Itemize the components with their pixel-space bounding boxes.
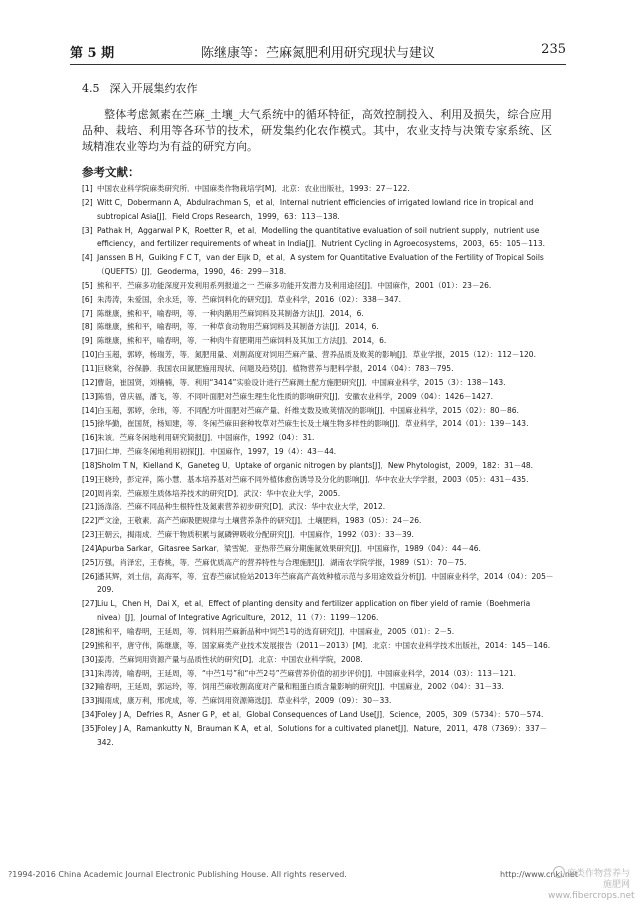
reference-text: 曹诣，崔国贤，刘楠楠，等．利用“3414”实验设计进行苎麻测土配方施肥研究[J]．中国麻业科学，2015（3）：138－143.	[97, 377, 506, 387]
reference-text: Liu L，Chen H，Dai X，et al．Effect of planting density and fertilizer application on fiber yield of ramie（Boehmeria nivea）[J]．Journal of Integrative Agriculture，2012，11（7）：1199－1206.	[97, 599, 531, 623]
reference-item	[82, 473, 554, 487]
reference-item	[82, 196, 554, 224]
reference-item	[82, 708, 554, 722]
reference-text: 万强，肖泽宏，王春桃，等．苎麻优质高产的营养特性与合理施肥[J]．湖南农学院学报，1989（S1）：70－75.	[97, 557, 467, 567]
reference-item	[82, 653, 554, 667]
reference-text: 熊和平，唐守伟，陈继康，等．国家麻类产业技术发展报告（2011－2013）[M]．北京：中国农业科学技术出版社，2014：145－146.	[97, 640, 551, 650]
reference-text: Foley J A，Defries R，Asner G P，et al．Global Consequences of Land Use[J]．Science，2005，309（5734）：570－574.	[97, 710, 544, 720]
reference-text: 潘其辉，刘土信，高海军，等．宜春苎麻试验站2013年苎麻高产高效种植示范与多用途效益分析[J]．中国麻业科学，2014（04）：205－209.	[97, 571, 554, 595]
reference-number: [2]	[82, 197, 93, 207]
reference-number: [17]	[82, 447, 98, 457]
reference-item	[82, 597, 554, 625]
reference-number: [6]	[82, 294, 93, 304]
reference-number: [34]	[82, 710, 98, 720]
reference-text: 徐华勤，崔国贤，杨知建，等．冬闲苎麻田套种牧草对苎麻生长及土壤生物多样性的影响[J]．草业科学，2014（01）：139－143.	[97, 419, 529, 429]
reference-text: 陈继康，熊和平，喻春明，等．一种肉牛育肥期用苎麻饲料及其加工方法[J]．2014，6.	[97, 336, 387, 346]
watermark-logo-icon	[553, 866, 565, 878]
reference-number: [4]	[82, 253, 93, 263]
reference-number: [27]	[82, 599, 98, 609]
reference-item	[82, 320, 554, 334]
reference-item	[82, 625, 554, 639]
reference-item	[82, 376, 554, 390]
reference-text: 王朝云，揭雨成．苎麻干物质积累与氮磷钾吸收分配研究[J]．中国麻作，1992（03）：33－39.	[97, 530, 414, 540]
reference-item	[82, 680, 554, 694]
section-title: 深入开展集约农作	[109, 82, 198, 95]
reference-text: 巨晓棠，谷保静．我国农田氮肥施用现状、问题及趋势[J]．植物营养与肥料学报，2014（04）：783－795.	[97, 363, 454, 373]
issue-label: 第 5 期	[70, 46, 115, 61]
running-title: 陈继康等：苎麻氮肥利用研究现状与建议	[200, 46, 435, 61]
reference-number: [11]	[82, 363, 98, 373]
reference-number: [13]	[82, 391, 98, 401]
reference-text: 朱涛涛，喻春明，王延周，等．“中苎1号”和“中苎2号”苎麻营养价值的初步评价[J]．中国麻业科学，2014（03）：113－121.	[97, 668, 517, 678]
reference-number: [21]	[82, 502, 98, 512]
running-header	[70, 42, 566, 62]
reference-item	[82, 694, 554, 708]
copyright-notice: ?1994-2016 China Academic Journal Electronic Publishing House. All rights reserved.	[8, 870, 347, 879]
reference-text: 白玉超，郭婷，余玮，等．不同配方叶面肥对苎麻产量、纤维支数及败荚情况的影响[J]．中国麻业科学，2015（02）：80－86.	[97, 405, 519, 415]
reference-text: 中国农业科学院麻类研究所．中国麻类作物栽培学[M]．北京：农业出版社，1993：27－122.	[97, 184, 410, 193]
reference-item	[82, 459, 554, 473]
reference-item	[82, 528, 554, 542]
reference-item	[82, 722, 554, 750]
page-number: 235	[541, 42, 566, 57]
references-heading: 参考文献：	[82, 165, 140, 179]
reference-text: 陈继康，熊和平，喻春明，等．一种草食动物用苎麻饲料及其制备方法[J]．2014，6.	[97, 322, 379, 332]
reference-text: 白玉超，郭婷，杨瑞芳，等．氮肥用量、刈割高度对饲用苎麻产量、营养品质及败荚的影响[J]．草业学报，2015（12）：112－120.	[97, 350, 536, 360]
reference-number: [19]	[82, 474, 98, 484]
reference-number: [33]	[82, 696, 98, 706]
reference-text: 田仁坤．苎麻冬闲地利用初探[J]．中国麻作，1997，19（4）：43－44.	[97, 447, 337, 457]
reference-number: [29]	[82, 640, 98, 650]
reference-item	[82, 362, 554, 376]
reference-text: Foley J A，Ramankutty N，Brauman K A，et al．Solutions for a cultivated planet[J]．Nature，2011，478（7369）：337－342.	[97, 723, 548, 747]
reference-text: 揭雨成，康万利，邢虎成，等．苎麻饲用资源筛选[J]．草业科学，2009（09）：30－33.	[97, 696, 392, 706]
reference-item	[82, 307, 554, 321]
reference-item	[82, 417, 554, 431]
page-footer	[0, 870, 636, 884]
footer-url: http://www.cnki.net	[500, 870, 578, 879]
reference-number: [16]	[82, 433, 98, 443]
reference-text: Apurba Sarkar，Gitasree Sarkar．梁雪妮．亚热带苎麻分期施氮效果研究[J]．中国麻作，1989（04）：44－46.	[97, 543, 481, 553]
reference-number: [26]	[82, 571, 98, 581]
reference-text: Witt C，Dobermann A，Abdulrachman S，et al．Internal nutrient efficiencies of irrigated lowland rice in tropical and subtropical Asia[J]．Field Crops Research，1999，63：113－138.	[97, 197, 534, 221]
site-watermark	[548, 866, 635, 902]
reference-text: 严文淦，王敬素．高产苎麻吸肥规律与土壤营养条件的研究[J]．土壤肥料，1983（05）：24－26.	[97, 516, 422, 526]
section-heading	[82, 80, 198, 96]
reference-list	[82, 182, 554, 750]
reference-item	[82, 445, 554, 459]
reference-number: [25]	[82, 557, 98, 567]
watermark-line-1: 麻类作物营养与施肥网	[548, 866, 630, 891]
reference-item	[82, 639, 554, 653]
reference-number: [3]	[82, 225, 93, 235]
reference-text: 周肖栾．苎麻原生质体培养技术的研究[D]．武汉：华中农业大学，2005.	[97, 488, 341, 498]
reference-item	[82, 514, 554, 528]
reference-number: [18]	[82, 460, 98, 470]
reference-item	[82, 431, 554, 445]
reference-text: 姜涛．苎麻饲用资源产量与品质性状的研究[D]．北京：中国农业科学院，2008.	[97, 654, 363, 664]
reference-item	[82, 570, 554, 598]
reference-number: [8]	[82, 322, 93, 332]
reference-item	[82, 487, 554, 501]
reference-number: [7]	[82, 308, 93, 318]
reference-item	[82, 279, 554, 293]
header-rule	[70, 64, 566, 65]
reference-text: 熊和平．苎麻多功能深度开发利用系列报道之一 苎麻多功能开发潜力及利用途径[J]．中国麻作，2001（01）：23－26.	[97, 280, 492, 290]
reference-text: 王晓玲，彭定祥，陈小慧．基本培养基对苎麻不同外植体愈伤诱导及分化的影响[J]．华中农业大学学报，2003（05）：431－435.	[97, 474, 529, 484]
reference-text: 朱涛涛，朱爱国，余永廷，等．苎麻饲料化的研究[J]．草业科学，2016（02）：338－347.	[97, 294, 401, 304]
reference-number: [30]	[82, 654, 98, 664]
reference-number: [9]	[82, 336, 93, 346]
reference-number: [12]	[82, 377, 98, 387]
reference-text: Sholm T N，Kielland K，Ganeteg U．Uptake of organic nitrogen by plants[J]．New Phytologist，2009，182：31－48.	[97, 460, 534, 470]
reference-number: [31]	[82, 668, 98, 678]
reference-number: [28]	[82, 627, 98, 636]
reference-item	[82, 556, 554, 570]
reference-text: 喻春明，王延周，郭运玲，等．饲用苎麻收割高度对产量和粗蛋白质含量影响的研究[J]．中国麻业，2002（04）：31－33.	[97, 682, 504, 692]
reference-item	[82, 667, 554, 681]
reference-item	[82, 251, 554, 279]
reference-text: 汤涤洛．苎麻不同品种生根特性及氮素营养初步研究[D]．武汉：华中农业大学，2012.	[97, 502, 386, 512]
reference-text: 陈悟，曾庆福，潘飞，等．不同叶面肥对苎麻生理生化性质的影响研究[J]．安徽农业科学，2009（04）：1426－1427.	[97, 391, 493, 401]
body-paragraph: 整体考虑氮素在苎麻_土壤_大气系统中的循环特征，高效控制投入、利用及损失，综合应用品种、栽培、利用等各环节的技术，研发集约化农作模式。其中，农业支持与决策专家系统、区域精准农业等均为有益的研究方向。	[82, 108, 552, 153]
reference-number: [10]	[82, 350, 98, 360]
reference-number: [5]	[82, 280, 93, 290]
reference-item	[82, 224, 554, 252]
reference-item	[82, 293, 554, 307]
section-number: 4.5	[82, 82, 100, 95]
reference-number: [14]	[82, 405, 98, 415]
reference-number: [20]	[82, 488, 98, 498]
reference-item	[82, 404, 554, 418]
reference-number: [24]	[82, 543, 98, 553]
reference-item	[82, 500, 554, 514]
reference-item	[82, 334, 554, 348]
reference-number: [22]	[82, 516, 98, 526]
reference-item	[82, 542, 554, 556]
reference-text: 朱该．苎麻冬闲地利用研究简报[J]．中国麻作，1992（04）：31.	[97, 433, 315, 443]
reference-item	[82, 390, 554, 404]
watermark-line-2: www.fibercrops.net	[548, 891, 635, 901]
reference-text: 陈继康，熊和平，喻春明，等．一种肉鹅用苎麻饲料及其制备方法[J]．2014，6.	[97, 308, 364, 318]
reference-number: [35]	[82, 723, 98, 733]
reference-number: [32]	[82, 682, 98, 692]
reference-number: [23]	[82, 530, 98, 540]
reference-text: Pathak H，Aggarwal P K，Roetter R，et al．Modelling the quantitative evaluation of soil nutrient supply，nutrient use efficiency，and fertilizer requirements of wheat in India[J]．Nutrient Cycling in Agroecosystems，2003，65：105－113.	[97, 225, 545, 249]
reference-text: Janssen B H，Guiking F C T，van der Eijk D，et al．A system for Quantitative Evaluation of the Fertility of Tropical Soils（QUEFTS）[J]．Geoderma，1990，46：299－318.	[97, 253, 544, 277]
reference-number: [15]	[82, 419, 98, 429]
reference-item	[82, 182, 554, 196]
reference-item	[82, 348, 554, 362]
reference-text: 熊和平，喻春明，王延周，等．饲料用苎麻新品种中饲苎1号的选育研究[J]．中国麻业，2005（01）：2－5.	[97, 627, 455, 636]
reference-number: [1]	[82, 184, 93, 193]
